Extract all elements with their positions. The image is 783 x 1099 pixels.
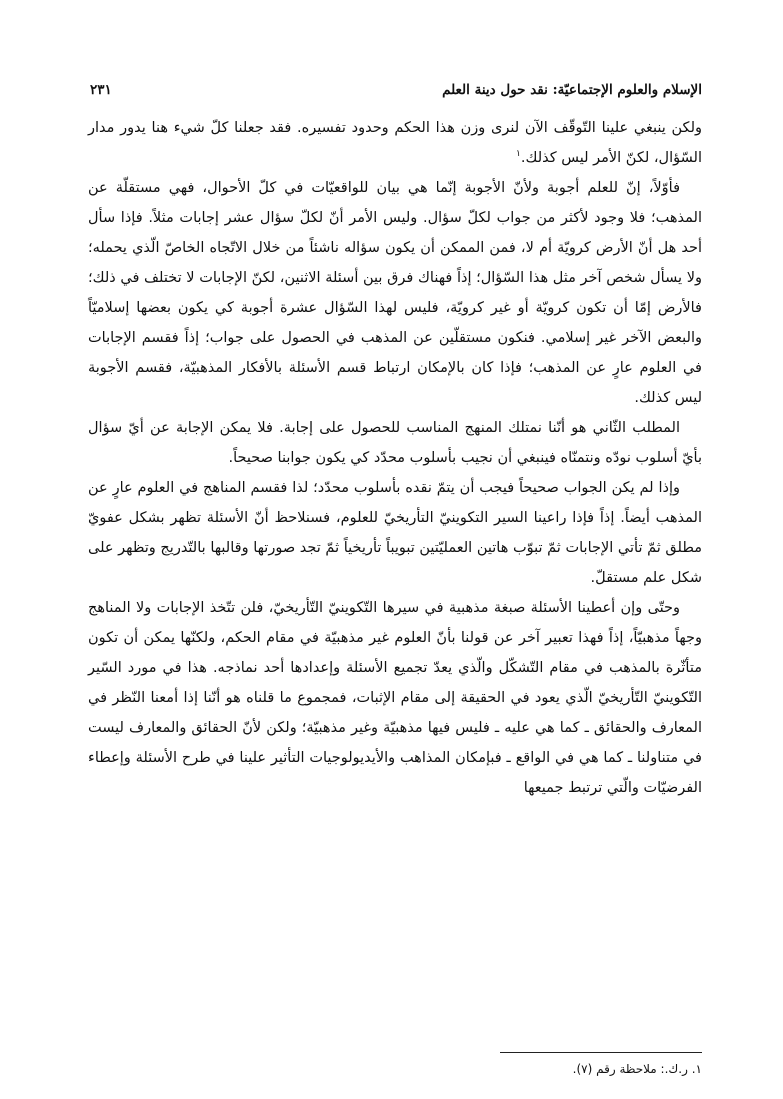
paragraph-2: فأوّلاً، إنّ للعلم أجوبة ولأنّ الأجوبة إنّما هي بيان للواقعيّات في كلّ الأحوال، فهي مستقلّة عن المذهب؛ فلا وجود لأكثر من جواب لكلّ سؤال. وليس الأمر أنّ لكلّ سؤال عشر إجابات مثلاً. فإذا سأل أحد هل أنّ الأرض كرويّة أم لا، فمن الممكن أن يكون سؤاله ناشئاً من خلال الاتّجاه الخاصّ الّذي يحمله؛ ولا يسأل شخص آخر مثل هذا السّؤال؛ إذاً فهناك فرق بين أسئلة الاثنين، لكنّ الإجابات لا تختلف في ذلك؛ فالأرض إمّا أن تكون كرويّة أو غير كرويّة، فليس لهذا السّؤال عشرة أجوبة كي يكون بعضها إسلاميّاً والبعض الآخر غير إسلامي. فنكون مستقلّين عن المذهب في الحصول على جواب؛ إذاً فقسم الإجابات في العلوم عارٍ عن المذهب؛ فإذا كان بالإمكان ارتباط قسم الأسئلة بالأفكار المذهبيّة، فقسم الأجوبة ليس كذلك. (88, 180, 702, 406)
page-number: ٢٣١ (90, 82, 112, 98)
page-header (88, 82, 702, 104)
footnote: ١. ر.ك.: ملاحظة رقم (٧). (572, 1062, 702, 1076)
footnote-marker: ١ (516, 149, 521, 160)
paragraph-1-text: ولكن ينبغي علينا التّوقّف الآن لنرى وزن هذا الحكم وحدود تفسيره. فقد جعلنا كلّ شيء هنا يدور مدار السّؤال، لكنّ الأمر ليس كذلك. (88, 120, 702, 166)
body-text (88, 113, 702, 803)
paragraph-4: وإذا لم يكن الجواب صحيحاً فيجب أن يتمّ نقده بأسلوب محدّد؛ لذا فقسم المناهج في العلوم عارٍ عن المذهب أيضاً. إذاً فإذا راعينا السير التكوينيّ التأريخيّ للعلوم، فسنلاحظ أنّ الأسئلة تظهر بشكل عفويّ مطلق ثمّ تأتي الإجابات ثمّ تبوّب هاتين العمليّتين تبويباً تأريخياً ثمّ تجد صورتها وقالبها بالتّدريج وتظهر على شكل علم مستقلّ. (88, 480, 702, 586)
paragraph-5: وحتّى وإن أعطينا الأسئلة صبغة مذهبية في سيرها التّكوينيّ التّأريخيّ، فلن تتّخذ الإجابات ولا المناهج وجهاً مذهبيّاً، إذاً فهذا تعبير آخر عن قولنا بأنّ العلوم غير مذهبيّة في مقام الحكم، ولكنّها يمكن أن تكون متأثّرة بالمذهب في مقام التّشكّل والّذي يعدّ تجميع الأسئلة وإعدادها أحد نماذجه. هذا في مورد السّير التّكوينيّ التّأريخيّ الّذي يعود في الحقيقة إلى مقام الإثبات، فمجموع ما قلناه هو أنّنا إذا أمعنا النّظر في المعارف والحقائق ـ كما هي عليه ـ فليس فيها مذهبيّة وغير مذهبيّة؛ ولكن لأنّ الحقائق والمعارف ليست في متناولنا ـ كما هي في الواقع ـ فبإمكان المذاهب والأيديولوجيات التأثير علينا في طرح الأسئلة وإعطاء الفرضيّات والّتي ترتبط جميعها (88, 600, 702, 796)
paragraph-1 (88, 113, 702, 173)
footnote-divider (500, 1052, 702, 1053)
running-title: الإسلام والعلوم الإجتماعيّة: نقد حول دينة العلم (442, 82, 702, 98)
paragraph-3: المطلب الثّاني هو أنّنا نمتلك المنهج المناسب للحصول على إجابة. فلا يمكن الإجابة عن أيّ سؤال بأيّ أسلوب نودّه ونتمنّاه فينبغي أن نجيب بأسلوب محدّد كي يكون جوابنا صحيحاً. (88, 420, 702, 466)
